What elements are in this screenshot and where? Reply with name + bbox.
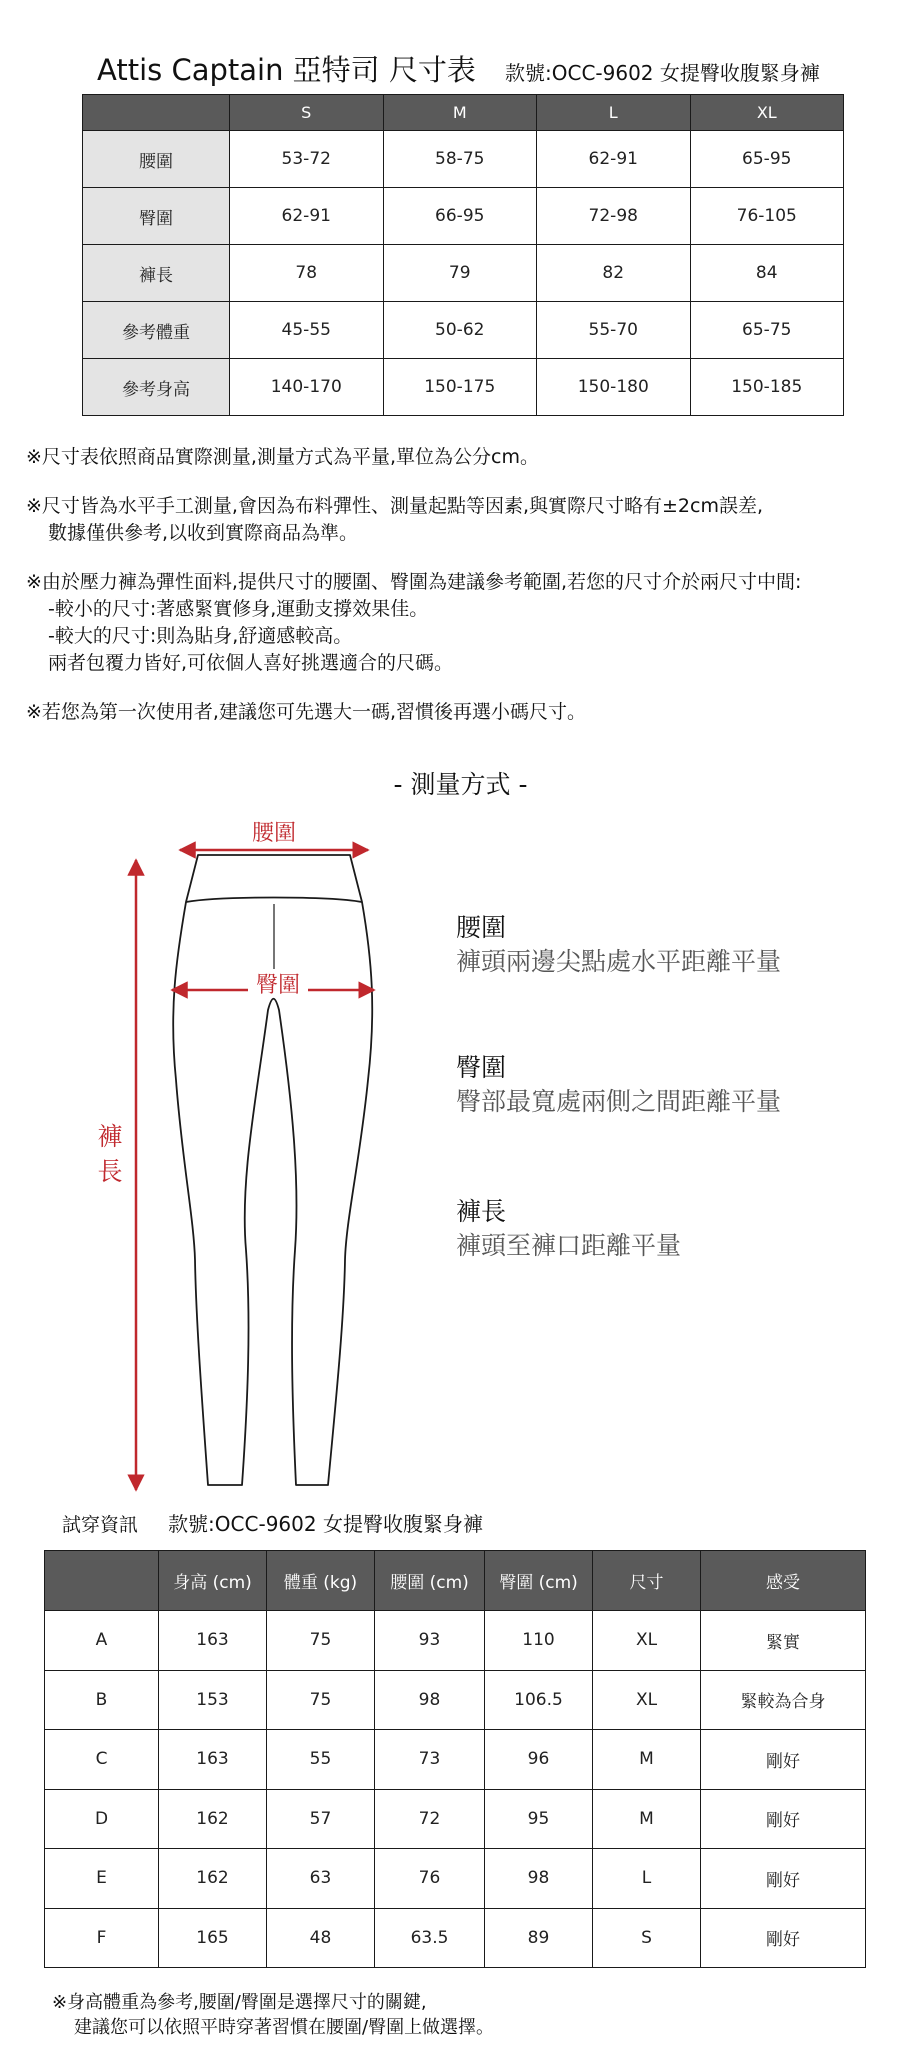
size-cell: 150-175: [383, 359, 537, 416]
size-notes: [26, 444, 906, 748]
fit-cell: 96: [485, 1730, 593, 1790]
fit-cell: 剛好: [701, 1730, 866, 1790]
measure-desc: 褲頭兩邊尖點處水平距離平量: [456, 947, 782, 976]
size-cell: 82: [537, 245, 691, 302]
size-header-row: [83, 95, 844, 131]
waist-diagram-label: 腰圍: [251, 821, 297, 846]
length-diagram-label-1: 褲: [97, 1122, 123, 1151]
size-cell: 150-185: [690, 359, 844, 416]
measure-title: 褲長: [456, 1197, 507, 1226]
fit-row: [45, 1670, 866, 1730]
fit-cell: 63: [267, 1849, 375, 1909]
fit-cell: 剛好: [701, 1849, 866, 1909]
fit-cell: 98: [375, 1670, 485, 1730]
fit-cell: 55: [267, 1730, 375, 1790]
measure-hip: [456, 1050, 896, 1118]
fit-row: [45, 1908, 866, 1968]
fit-cell: S: [593, 1908, 701, 1968]
size-cell: 150-180: [537, 359, 691, 416]
measure-title: 臀圍: [456, 1053, 507, 1082]
fit-cell: XL: [593, 1611, 701, 1671]
fit-cell: B: [45, 1670, 159, 1730]
fit-cell: L: [593, 1849, 701, 1909]
note-elastic: [26, 569, 906, 677]
fit-info-product: 款號:OCC-9602 女提臀收腹緊身褲: [168, 1512, 483, 1536]
measure-waist: [456, 910, 896, 978]
note-tolerance: [26, 493, 906, 547]
fit-cell: 163: [159, 1611, 267, 1671]
fit-row: [45, 1849, 866, 1909]
fit-cell: 162: [159, 1789, 267, 1849]
size-row-label: 參考體重: [83, 302, 230, 359]
measure-title: 腰圍: [456, 913, 507, 942]
fit-cell: 93: [375, 1611, 485, 1671]
size-column-header: S: [230, 95, 384, 131]
length-diagram-label-2: 長: [97, 1157, 123, 1186]
size-cell: 55-70: [537, 302, 691, 359]
note-first-time: [26, 699, 906, 726]
fit-cell: 95: [485, 1789, 593, 1849]
fit-header-row: [45, 1551, 866, 1611]
fit-column-header: 體重 (kg): [267, 1551, 375, 1611]
fit-cell: 剛好: [701, 1908, 866, 1968]
fit-footnote: [52, 1990, 494, 2040]
size-cell: 62-91: [230, 188, 384, 245]
fit-cell: 110: [485, 1611, 593, 1671]
fit-cell: 剛好: [701, 1789, 866, 1849]
fit-cell: 89: [485, 1908, 593, 1968]
fit-info-table: [44, 1550, 866, 1968]
note-line: 數據僅供參考,以收到實際商品為準。: [48, 522, 359, 544]
leggings-diagram: [70, 800, 410, 1500]
size-cell: 50-62: [383, 302, 537, 359]
fit-cell: C: [45, 1730, 159, 1790]
fit-info-header: [62, 1508, 483, 1537]
fit-cell: 緊較為合身: [701, 1670, 866, 1730]
size-row: [83, 131, 844, 188]
page-header: [97, 48, 857, 88]
size-cell: 45-55: [230, 302, 384, 359]
hip-diagram-label: 臀圍: [255, 973, 301, 998]
size-cell: 53-72: [230, 131, 384, 188]
product-code: 款號:OCC-9602 女提臀收腹緊身褲: [505, 61, 820, 85]
fit-column-header: 感受: [701, 1551, 866, 1611]
fit-cell: E: [45, 1849, 159, 1909]
footnote-line: ※身高體重為參考,腰圍/臀圍是選擇尺寸的關鍵,: [52, 1992, 427, 2013]
note-measurement: [26, 444, 906, 471]
size-row: [83, 302, 844, 359]
fit-cell: 73: [375, 1730, 485, 1790]
size-cell: 76-105: [690, 188, 844, 245]
fit-cell: 75: [267, 1611, 375, 1671]
fit-cell: XL: [593, 1670, 701, 1730]
fit-cell: M: [593, 1789, 701, 1849]
fit-cell: 75: [267, 1670, 375, 1730]
fit-row: [45, 1730, 866, 1790]
size-row-label: 腰圍: [83, 131, 230, 188]
size-row-label: 褲長: [83, 245, 230, 302]
size-cell: 72-98: [537, 188, 691, 245]
size-row: [83, 245, 844, 302]
size-header-corner: [83, 95, 230, 131]
fit-column-header: [45, 1551, 159, 1611]
size-cell: 62-91: [537, 131, 691, 188]
size-column-header: M: [383, 95, 537, 131]
footnote-line: 建議您可以依照平時穿著習慣在腰圍/臀圍上做選擇。: [74, 2017, 495, 2038]
page-title: Attis Captain 亞特司 尺寸表: [97, 53, 476, 87]
size-row-label: 臀圍: [83, 188, 230, 245]
size-row: [83, 188, 844, 245]
fit-cell: F: [45, 1908, 159, 1968]
size-cell: 65-75: [690, 302, 844, 359]
measure-desc: 臀部最寬處兩側之間距離平量: [456, 1087, 782, 1116]
fit-cell: 76: [375, 1849, 485, 1909]
fit-cell: 162: [159, 1849, 267, 1909]
fit-cell: D: [45, 1789, 159, 1849]
note-line: -較小的尺寸:著感緊實修身,運動支撐效果佳。: [48, 598, 429, 620]
fit-column-header: 腰圍 (cm): [375, 1551, 485, 1611]
note-line: -較大的尺寸:則為貼身,舒適感較高。: [48, 625, 353, 647]
fit-info-label: 試穿資訊: [62, 1514, 139, 1536]
size-row-label: 參考身高: [83, 359, 230, 416]
note-line: ※尺寸皆為水平手工測量,會因為布料彈性、測量起點等因素,與實際尺寸略有±2cm誤差,: [26, 495, 764, 517]
size-cell: 65-95: [690, 131, 844, 188]
fit-cell: A: [45, 1611, 159, 1671]
fit-column-header: 尺寸: [593, 1551, 701, 1611]
fit-cell: 緊實: [701, 1611, 866, 1671]
fit-cell: 153: [159, 1670, 267, 1730]
size-cell: 79: [383, 245, 537, 302]
fit-column-header: 臀圍 (cm): [485, 1551, 593, 1611]
fit-cell: 48: [267, 1908, 375, 1968]
measure-section-title: - 測量方式 -: [393, 770, 528, 799]
size-chart-table: [82, 94, 844, 416]
fit-cell: 106.5: [485, 1670, 593, 1730]
note-line: ※尺寸表依照商品實際測量,測量方式為平量,單位為公分cm。: [26, 446, 539, 468]
size-column-header: L: [537, 95, 691, 131]
size-cell: 66-95: [383, 188, 537, 245]
fit-cell: 63.5: [375, 1908, 485, 1968]
leggings-outline: [173, 855, 372, 1485]
measure-desc: 褲頭至褲口距離平量: [456, 1231, 682, 1260]
size-cell: 140-170: [230, 359, 384, 416]
note-line: ※若您為第一次使用者,建議您可先選大一碼,習慣後再選小碼尺寸。: [26, 701, 587, 723]
fit-cell: 57: [267, 1789, 375, 1849]
fit-cell: 163: [159, 1730, 267, 1790]
size-column-header: XL: [690, 95, 844, 131]
fit-row: [45, 1789, 866, 1849]
size-cell: 58-75: [383, 131, 537, 188]
note-line: ※由於壓力褲為彈性面料,提供尺寸的腰圍、臀圍為建議參考範圍,若您的尺寸介於兩尺寸中間:: [26, 571, 802, 593]
size-cell: 78: [230, 245, 384, 302]
size-cell: 84: [690, 245, 844, 302]
fit-cell: 98: [485, 1849, 593, 1909]
fit-column-header: 身高 (cm): [159, 1551, 267, 1611]
size-row: [83, 359, 844, 416]
fit-row: [45, 1611, 866, 1671]
note-line: 兩者包覆力皆好,可依個人喜好挑選適合的尺碼。: [48, 652, 454, 674]
fit-cell: 72: [375, 1789, 485, 1849]
measure-length: [456, 1194, 896, 1262]
fit-cell: 165: [159, 1908, 267, 1968]
fit-cell: M: [593, 1730, 701, 1790]
